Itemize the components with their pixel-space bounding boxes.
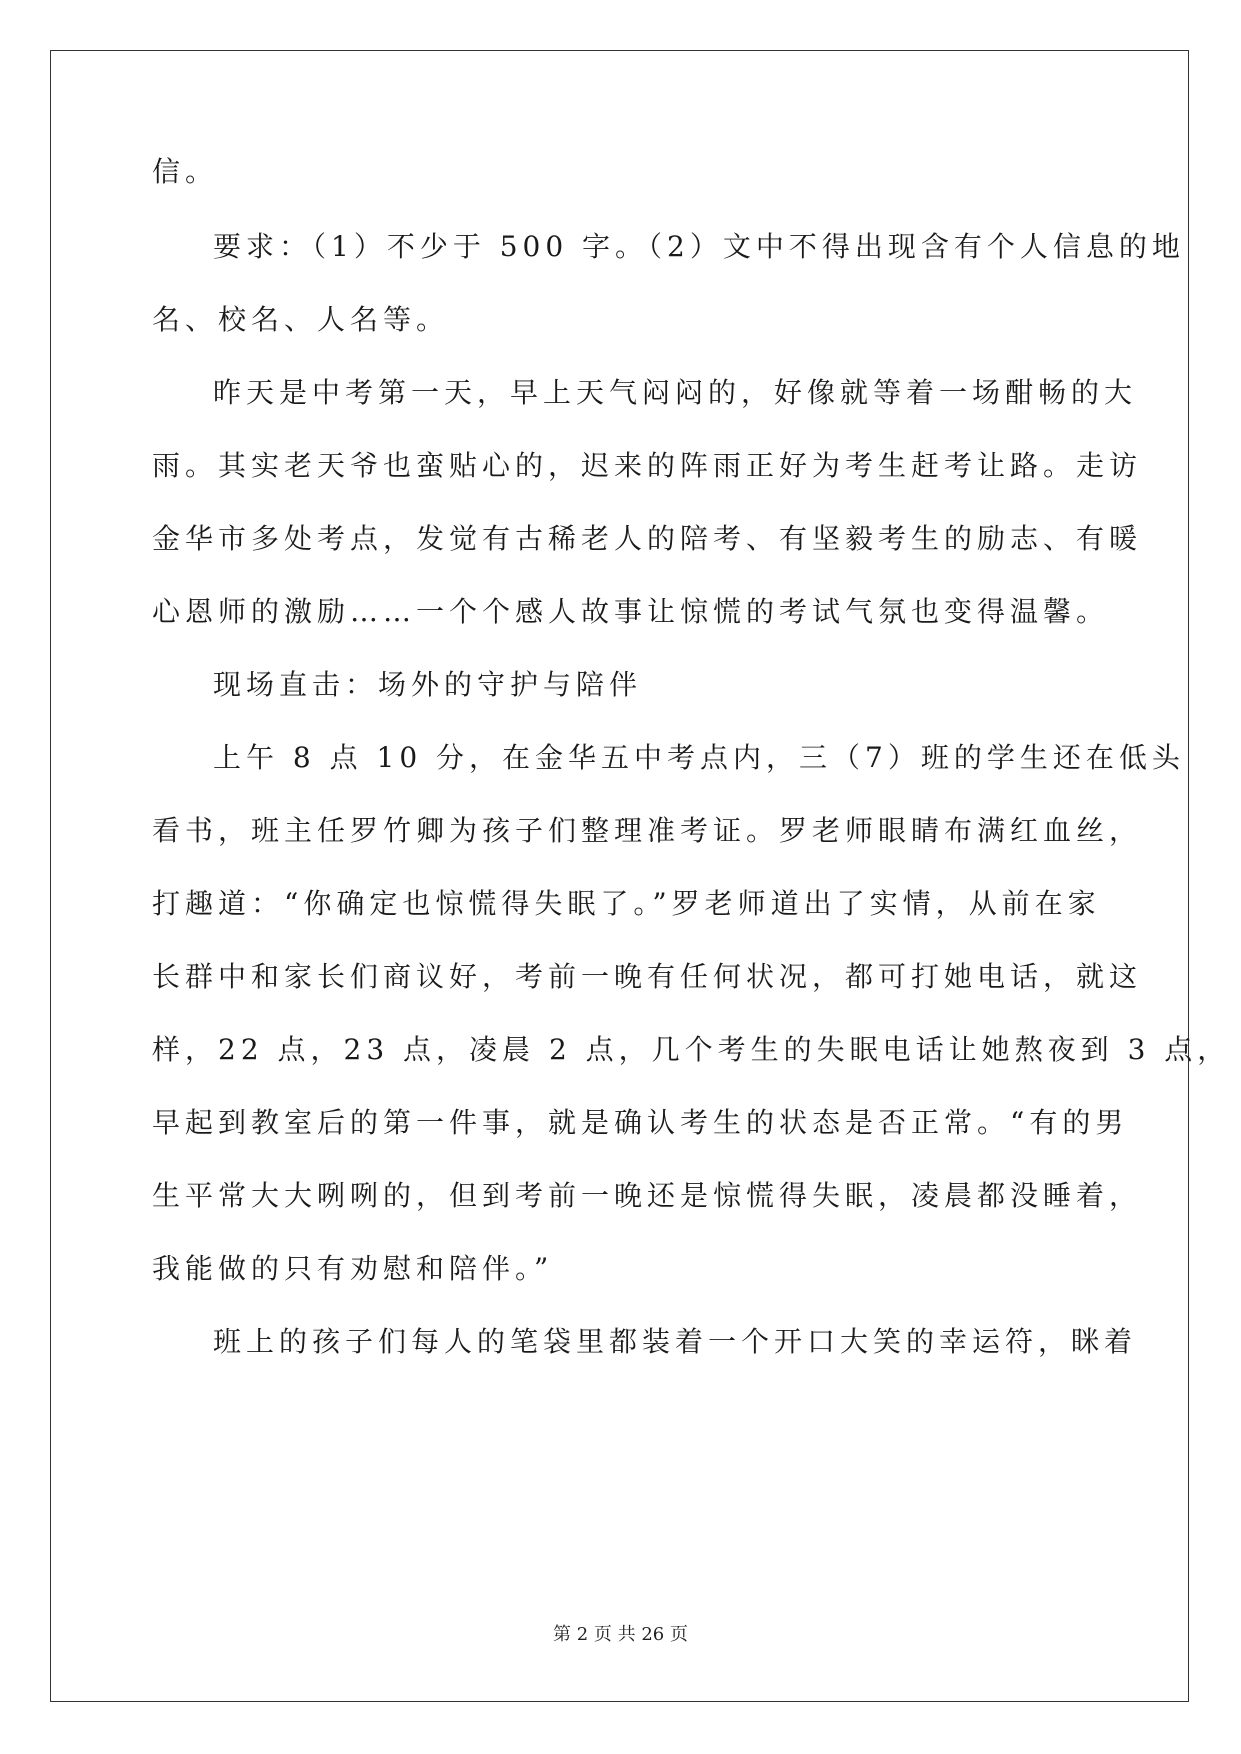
page-border [50,50,1189,1702]
text-line: 生平常大大咧咧的，但到考前一晚还是惊慌得失眠，凌晨都没睡着， [152,1179,1143,1212]
text-line: 金华市多处考点，发觉有古稀老人的陪考、有坚毅考生的励志、有暖 [152,522,1143,555]
text-line: 样，22 点，23 点，凌晨 2 点，几个考生的失眠电话让她熬夜到 3 点， [152,1033,1231,1066]
text-line: 班上的孩子们每人的笔袋里都装着一个开口大笑的幸运符，眯着 [213,1325,1138,1358]
text-line: 要求：（1）不少于 500 字。（2）文中不得出现含有个人信息的地 [213,230,1185,263]
text-line: 昨天是中考第一天，早上天气闷闷的，好像就等着一场酣畅的大 [213,376,1138,409]
text-line: 看书，班主任罗竹卿为孩子们整理准考证。罗老师眼睛布满红血丝， [152,814,1143,847]
text-line: 长群中和家长们商议好，考前一晚有任何状况，都可打她电话，就这 [152,960,1143,993]
section-heading: 现场直击：场外的守护与陪伴 [213,668,643,701]
text-line: 信。 [152,155,219,188]
text-line: 名、校名、人名等。 [152,303,450,336]
text-line: 打趣道：“你确定也惊慌得失眠了。”罗老师道出了实情，从前在家 [152,887,1101,920]
text-line: 早起到教室后的第一件事，就是确认考生的状态是否正常。“有的男 [152,1106,1129,1139]
text-line: 心恩师的激励……一个个感人故事让惊慌的考试气氛也变得温馨。 [152,595,1110,628]
page-number-footer: 第 2 页 共 26 页 [553,1624,688,1645]
text-line: 我能做的只有劝慰和陪伴。” [152,1252,554,1285]
text-line: 雨。其实老天爷也蛮贴心的，迟来的阵雨正好为考生赶考让路。走访 [152,449,1143,482]
text-line: 上午 8 点 10 分，在金华五中考点内，三（7）班的学生还在低头 [213,741,1185,774]
